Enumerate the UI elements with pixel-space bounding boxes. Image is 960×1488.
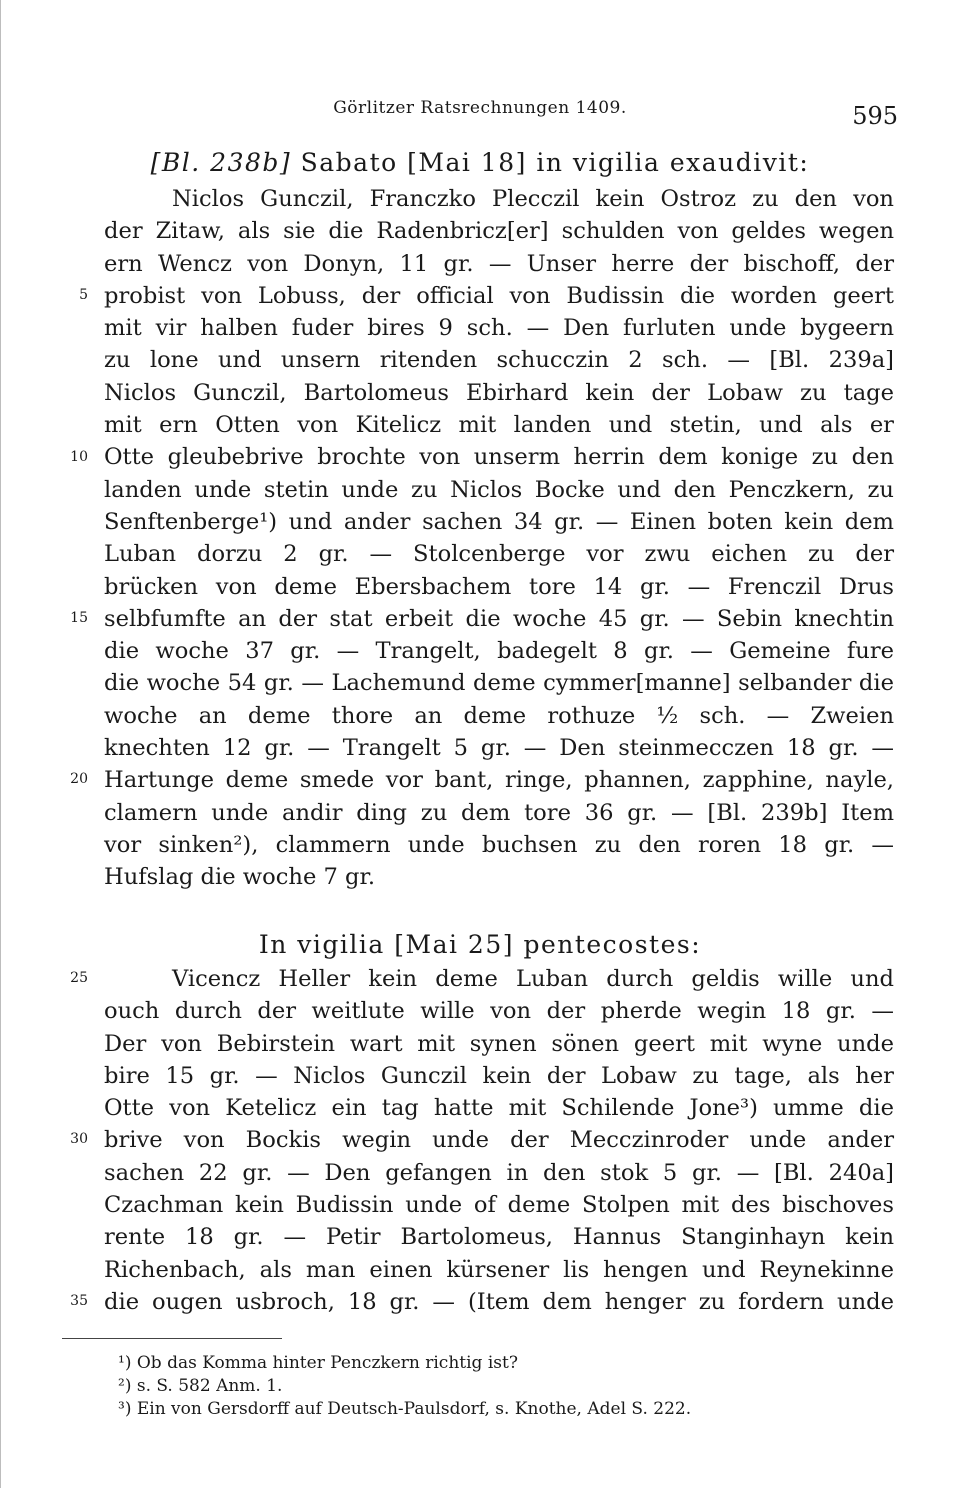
text-line: Otte von Ketelicz ein tag hatte mit Schilende Jone³) umme die bbox=[104, 1095, 894, 1122]
folio-ref: [Bl. 238b] bbox=[150, 148, 292, 177]
footnotes bbox=[118, 1352, 838, 1421]
entry-text-block bbox=[104, 183, 894, 894]
text-line: Richenbach, als man einen kürsener lis hengen und Reynekinne bbox=[104, 1256, 894, 1283]
text-line: die woche 37 gr. — Trangelt, badegelt 8 gr. — Gemeine fure bbox=[104, 638, 894, 665]
line-number: 15 bbox=[70, 610, 88, 626]
text-line: Czachman kein Budissin unde of deme Stolpen mit des bischoves bbox=[104, 1192, 894, 1219]
line-number: 25 bbox=[70, 970, 88, 986]
text-line: Hartunge deme smede vor bant, ringe, phannen, zapphine, nayle, bbox=[104, 767, 894, 794]
footnote-1: ¹) Ob das Komma hinter Penczkern richtig ist? bbox=[118, 1353, 518, 1373]
entry-text-block bbox=[104, 963, 894, 1318]
heading-text: Sabato [Mai 18] in vigilia exaudivit: bbox=[300, 148, 810, 177]
running-title: Görlitzer Ratsrechnungen 1409. bbox=[333, 98, 627, 118]
line-number: 10 bbox=[70, 449, 88, 465]
text-line: brive von Bockis wegin unde der Mecczinroder unde ander bbox=[104, 1127, 894, 1154]
text-line: Otte gleubebrive brochte von unserm herrin dem konige zu den bbox=[104, 444, 894, 471]
page-number: 595 bbox=[852, 102, 898, 130]
footnote-3: ³) Ein von Gersdorff auf Deutsch-Paulsdorf, s. Knothe, Adel S. 222. bbox=[118, 1399, 692, 1419]
line-number: 35 bbox=[70, 1293, 88, 1309]
section-heading-sabato bbox=[0, 148, 960, 177]
text-line: ern Wencz von Donyn, 11 gr. — Unser herre der bischoff, der bbox=[104, 250, 894, 277]
text-line: zu lone und unsern ritenden schucczin 2 sch. — [Bl. 239a] bbox=[104, 347, 894, 374]
text-line: rente 18 gr. — Petir Bartolomeus, Hannus Stanginhayn kein bbox=[104, 1224, 894, 1251]
text-line: sachen 22 gr. — Den gefangen in den stok 5 gr. — [Bl. 240a] bbox=[104, 1159, 894, 1186]
text-line: woche an deme thore an deme rothuze ½ sch. — Zweien bbox=[104, 702, 894, 729]
text-line: die woche 54 gr. — Lachemund deme cymmer[manne] selbander die bbox=[104, 670, 894, 697]
line-number: 20 bbox=[70, 771, 88, 787]
text-line: Niclos Gunczil, Bartolomeus Ebirhard kein der Lobaw zu tage bbox=[104, 379, 894, 406]
page-edge bbox=[0, 0, 3, 1488]
text-line: clamern unde andir ding zu dem tore 36 gr. — [Bl. 239b] Item bbox=[104, 799, 894, 826]
text-line: vor sinken²), clammern unde buchsen zu den roren 18 gr. — bbox=[104, 831, 894, 858]
line-number: 5 bbox=[79, 287, 88, 303]
text-line: ouch durch der weitlute wille von der pherde wegin 18 gr. — bbox=[104, 998, 894, 1025]
text-line: Niclos Gunczil, Franczko Plecczil kein Ostroz zu den von bbox=[172, 186, 894, 212]
footnote-rule bbox=[62, 1338, 282, 1339]
text-line: Senftenberge¹) und ander sachen 34 gr. — Einen boten kein dem bbox=[104, 508, 894, 535]
text-line: brücken von deme Ebersbachem tore 14 gr. — Frenczil Drus bbox=[104, 573, 894, 600]
text-line: der Zitaw, als sie die Radenbricz[er] schulden von geldes wegen bbox=[104, 218, 894, 245]
text-line: mit ern Otten von Kitelicz mit landen und stetin, und als er bbox=[104, 412, 894, 439]
text-line: probist von Lobuss, der official von Budissin die worden geert bbox=[104, 282, 894, 309]
text-line: bire 15 gr. — Niclos Gunczil kein der Lobaw zu tage, als her bbox=[104, 1062, 894, 1089]
text-line: landen unde stetin unde zu Niclos Bocke und den Penczkern, zu bbox=[104, 476, 894, 503]
text-line: Hufslag die woche 7 gr. bbox=[104, 864, 376, 891]
section-heading-pentecostes: In vigilia [Mai 25] pentecostes: bbox=[258, 930, 702, 959]
text-line: selbfumfte an der stat erbeit die woche 45 gr. — Sebin knechtin bbox=[104, 605, 894, 632]
text-line: mit vir halben fuder bires 9 sch. — Den furluten unde bygeern bbox=[104, 315, 894, 342]
footnote-2: ²) s. S. 582 Anm. 1. bbox=[118, 1376, 283, 1396]
text-line: knechten 12 gr. — Trangelt 5 gr. — Den steinmecczen 18 gr. — bbox=[104, 735, 894, 762]
running-head bbox=[0, 88, 960, 128]
text-line: Luban dorzu 2 gr. — Stolcenberge vor zwu eichen zu der bbox=[104, 541, 894, 568]
line-number: 30 bbox=[70, 1131, 88, 1147]
text-line: die ougen usbroch, 18 gr. — (Item dem henger zu fordern unde bbox=[104, 1288, 894, 1315]
text-line: Der von Bebirstein wart mit synen sönen geert mit wyne unde bbox=[104, 1030, 894, 1057]
text-line: Vicencz Heller kein deme Luban durch geldis wille und bbox=[172, 966, 894, 992]
